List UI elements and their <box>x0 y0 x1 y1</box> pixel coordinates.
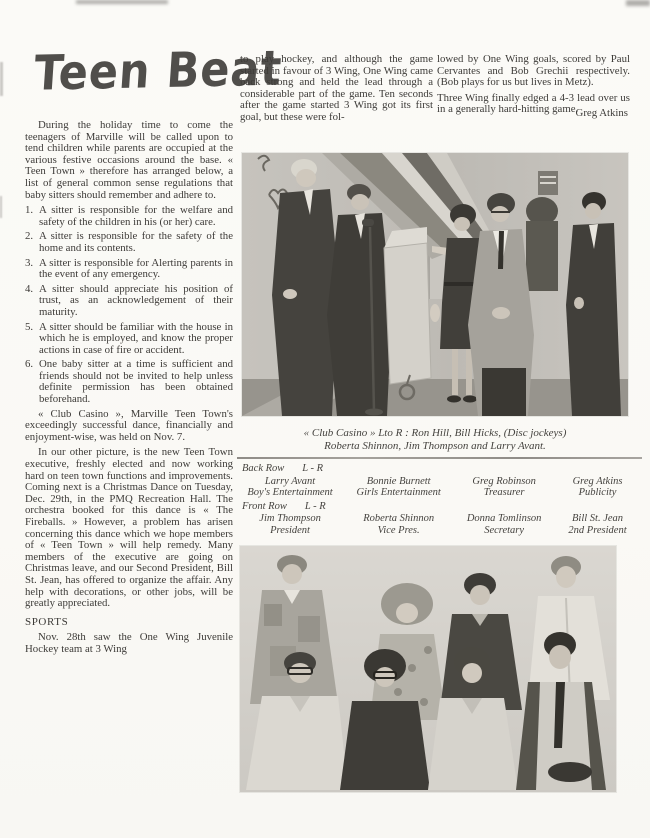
front-row-label <box>242 501 640 513</box>
list-item <box>25 322 233 357</box>
page-title: Teen Beat <box>32 40 284 103</box>
paragraph-club-casino: « Club Casino », Marville Teen Town's exceedingly successful dance, financially and enjoyment-wise, was held on Nov. 7. <box>25 407 233 443</box>
person-left-man <box>272 159 338 416</box>
list-text: One baby sitter at a time is sufficient and friends should not be invited to help unless definite permission has been obtained beforehand. <box>39 358 233 406</box>
paragraph-babysitting-intro: During the holiday time to come the teenagers of Marville will be called upon to tend children while parents are occupied at the various festive occasions around the base. « Teen Town » therefore has arranged below, a list of general common sense regulations that baby sitters should remember and adhere to. <box>25 119 233 201</box>
person-name: Jim Thompson <box>259 513 321 524</box>
person-role: Boy's Entertainment <box>247 487 333 498</box>
list-number: 3. <box>25 256 34 269</box>
exec-cell <box>555 476 640 499</box>
person-name: Greg Atkins <box>572 475 623 487</box>
paragraph-hockey-start: Nov. 28th saw the One Wing Juvenile Hockey team at 3 Wing <box>25 631 233 655</box>
list-item <box>25 205 233 228</box>
list-item <box>25 359 233 405</box>
cart <box>384 227 431 399</box>
exec-cell <box>555 513 640 536</box>
person-name: Donna Tomlinson <box>466 513 542 524</box>
executive-group-photo <box>240 546 616 792</box>
person-name: Bonnie Burnett <box>366 475 431 487</box>
paragraph-executive-news: In our other picture, is the new Teen Town executive, freshly elected and now working hard on teen town functions and improvements. Coming next is a Christmas Dance on Tuesday, Dec. 29th, in the PMQ Recreation Hall. The orchestra booked for this dance is « The Fireballs. » However, a problem has arisen concerning this dance which we hope members of « Teen Town » will help remedy. Many members of the executive are going on Christmas leave, and our Second President, Bill St. Jean, has offered to organize the affair. Any help with decorations, or other jobs, will be greatly appreciated. <box>25 446 233 610</box>
list-number: 6. <box>25 358 34 371</box>
caption-line-1: « Club Casino » Lto R : Ron Hill, Bill Hicks, (Disc jockeys) <box>303 427 567 439</box>
scan-edge-mark <box>0 62 3 96</box>
person-role: Vice Pres. <box>377 524 420 536</box>
list-number: 5. <box>25 320 34 333</box>
byline-greg-atkins: Greg Atkins <box>575 107 628 120</box>
paragraph-hockey-result: Three Wing finally edged a 4-3 lead over us in a generally hard-hitting game. <box>437 91 630 116</box>
exec-cell <box>344 513 453 536</box>
list-text: A sitter should be familiar with the house in which he is employed, and know the proper actions in case of fire or accident. <box>39 320 233 356</box>
caption-divider <box>237 457 642 459</box>
paragraph-hockey-cont: to play hockey, and although the game started in favour of 3 Wing, One Wing came back strong and held the lead through a considerable part of the game. Ten seconds after the game started 3 Wing got its first goal, but these were fol- <box>240 53 433 123</box>
column-right <box>437 54 630 120</box>
left-right-label: L - R <box>302 463 324 474</box>
exec-cell <box>457 476 551 499</box>
front-row-grid <box>240 513 640 536</box>
column-left <box>25 120 233 660</box>
person-name: Greg Robinson <box>472 475 536 487</box>
back-row-grid <box>240 476 640 499</box>
exec-cell <box>344 476 453 499</box>
exec-cell <box>240 513 340 536</box>
scan-edge-mark <box>0 196 2 218</box>
list-text: A sitter is responsible for the safety of the home and its contents. <box>39 230 233 254</box>
person-name: Roberta Shinnon <box>363 513 435 524</box>
list-text: A sitter is responsible for the welfare and safety of the children in his (or her) care. <box>39 204 233 228</box>
back-row-label <box>242 463 640 475</box>
person-role: 2nd President <box>568 524 627 536</box>
sports-heading: SPORTS <box>25 615 69 628</box>
list-number: 4. <box>25 282 34 295</box>
left-right-label: L - R <box>304 500 326 512</box>
executive-name-list <box>240 462 640 538</box>
column-middle <box>240 54 433 128</box>
person-role: Publicity <box>578 487 617 498</box>
scan-smudge-top-right <box>626 0 650 6</box>
person-role: Secretary <box>484 524 525 536</box>
exec-cell <box>240 476 340 499</box>
person-background <box>526 197 558 291</box>
caption-line-2: Roberta Shinnon, Jim Thompson and Larry Avant. <box>324 440 546 452</box>
person-name: Larry Avant <box>264 475 316 487</box>
scan-smudge-top <box>76 0 168 4</box>
list-number: 1. <box>25 204 34 217</box>
list-text: A sitter is responsible for Alerting parents in the event of any emergency. <box>39 256 233 281</box>
list-text: A sitter should appreciate his position of trust, as an acknowledgement of their maturity. <box>39 282 233 318</box>
row-label-text: Front Row <box>242 500 287 512</box>
list-item <box>25 258 233 281</box>
paragraph-hockey-goals: lowed by One Wing goals, scored by Paul Cervantes and Bob Grechii respectively. (Bob plays for us but lives in Metz). <box>437 53 630 89</box>
club-casino-photo <box>242 153 628 416</box>
exec-cell <box>457 513 551 536</box>
list-item <box>25 284 233 319</box>
row-label-text: Back Row <box>242 463 285 474</box>
list-item <box>25 231 233 254</box>
list-number: 2. <box>25 230 34 243</box>
person-name: Bill St. Jean <box>572 513 624 524</box>
person-role: President <box>270 524 310 536</box>
person-role: Treasurer <box>483 487 525 498</box>
photo-caption <box>240 427 630 453</box>
person-right-man <box>566 192 621 416</box>
person-role: Girls Entertainment <box>356 487 441 498</box>
